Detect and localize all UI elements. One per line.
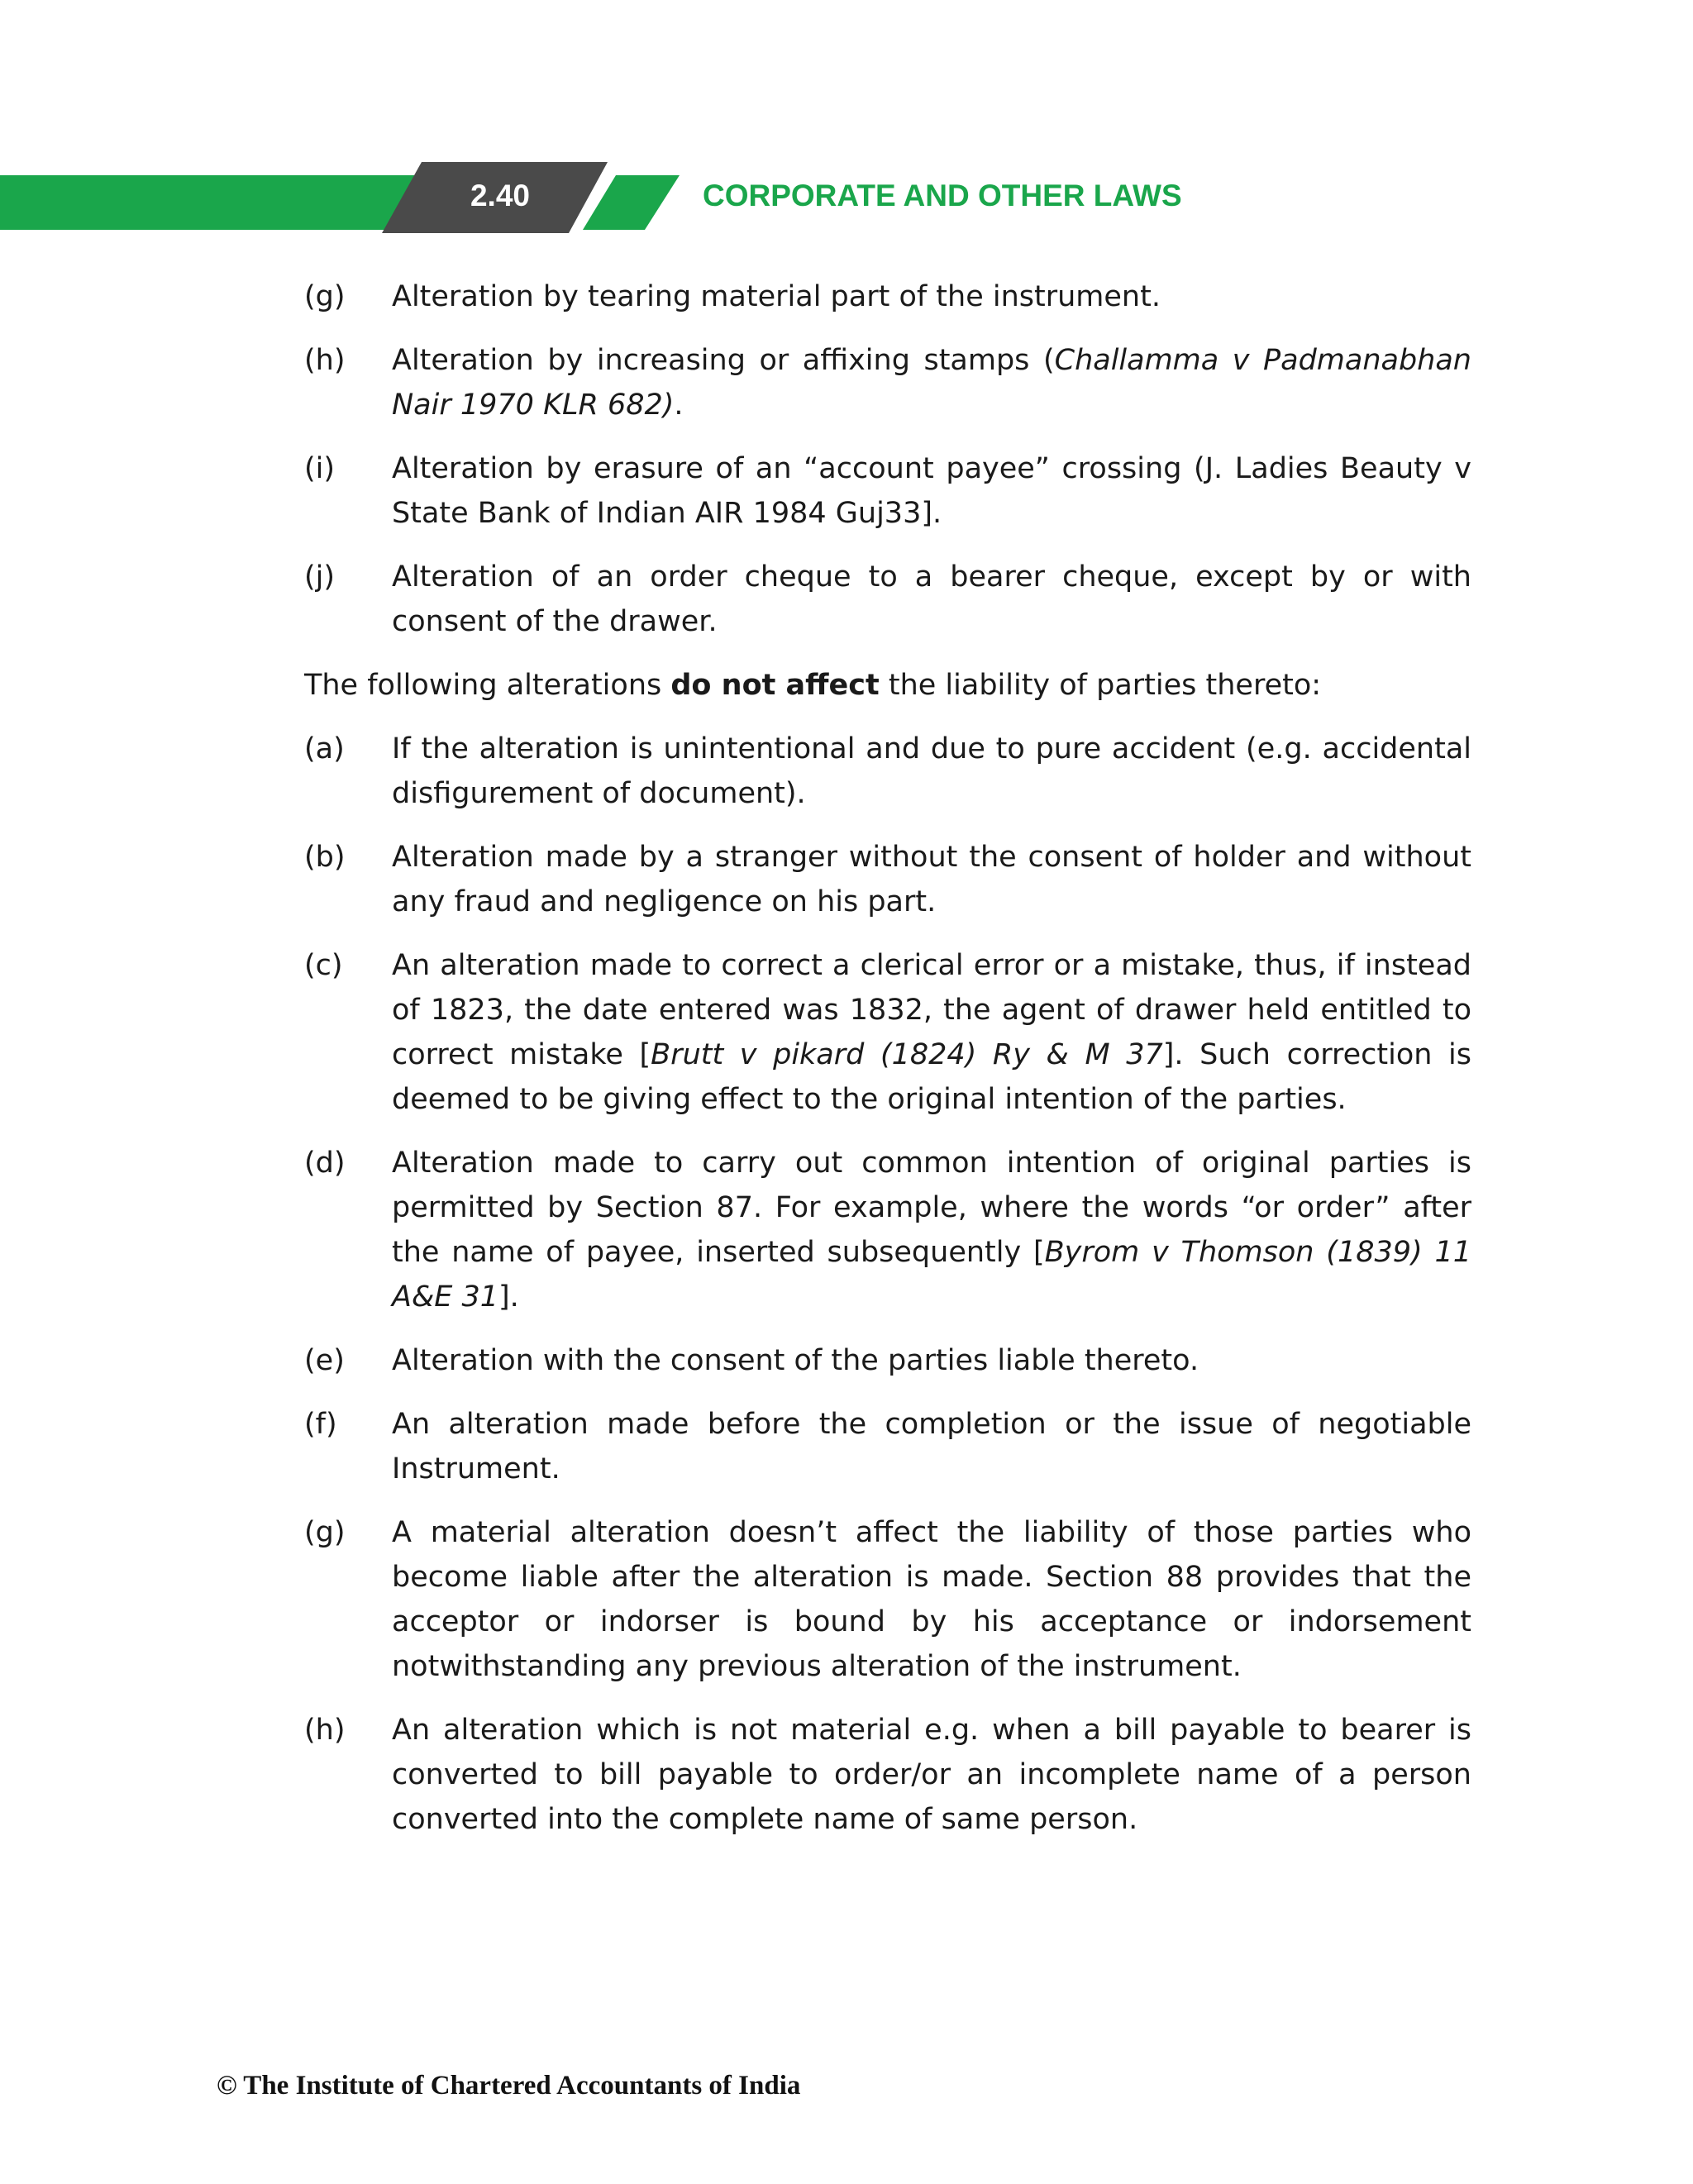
item-text <box>392 835 1471 924</box>
item-text-segment: Alteration made to carry out common intention of original parties is permitted by Section 87. For example, where the words “or order” after the name of payee, inserted subsequently [ <box>392 1147 1471 1269</box>
item-label: (h) <box>304 1714 346 1747</box>
item-label: (j) <box>304 560 336 594</box>
page-header <box>0 157 1693 248</box>
list-item <box>304 835 1471 924</box>
header-green-bar <box>0 175 434 230</box>
item-label: (e) <box>304 1344 345 1377</box>
item-text <box>392 1141 1471 1319</box>
list-item <box>304 727 1471 816</box>
item-text <box>392 727 1471 816</box>
item-text <box>392 1402 1471 1491</box>
intro-text-end: the liability of parties thereto: <box>879 669 1322 702</box>
item-label: (f) <box>304 1408 337 1441</box>
item-text-segment: If the alteration is unintentional and due to pure accident (e.g. accidental disfigurement of document). <box>392 732 1471 810</box>
intro-bold-phrase: do not affect <box>670 669 880 702</box>
header-green-slant <box>583 175 680 230</box>
alterations-list-not-affecting <box>304 727 1471 1842</box>
item-label: (h) <box>304 344 346 377</box>
item-text-segment: A material alteration doesn’t affect the liability of those parties who become liable after the alteration is made. Section 88 provides that the acceptor or indorser is bound by his acceptance or indorsement notwithstanding any previous alteration of the instrument. <box>392 1516 1471 1683</box>
copyright-footer: © The Institute of Chartered Accountants of India <box>217 2071 801 2101</box>
item-text <box>392 1708 1471 1842</box>
item-label: (b) <box>304 841 346 874</box>
item-text-segment: Alteration of an order cheque to a bearer cheque, except by or with consent of the drawer. <box>392 560 1471 638</box>
item-text <box>392 1338 1471 1383</box>
list-item <box>304 555 1471 644</box>
alterations-list-affecting <box>304 274 1471 644</box>
item-text-segment: Alteration made by a stranger without the consent of holder and without any fraud and negligence on his part. <box>392 841 1471 918</box>
item-text <box>392 274 1471 319</box>
item-text-segment: . <box>674 389 684 422</box>
item-text-segment: An alteration made to correct a clerical error or a mistake, thus, if instead of 1823, the date entered was 1832, the agent of drawer held entitled to correct mistake [ <box>392 949 1471 1071</box>
intro-text-start: The following alterations <box>304 669 671 702</box>
item-label: (g) <box>304 1516 346 1549</box>
item-text <box>392 555 1471 644</box>
item-text-segment: An alteration made before the completion or the issue of negotiable Instrument. <box>392 1408 1471 1485</box>
list-item <box>304 338 1471 427</box>
intro-paragraph <box>304 663 1471 708</box>
item-text-segment: Alteration with the consent of the parties liable thereto. <box>392 1344 1199 1377</box>
item-text-segment: Alteration by erasure of an “account payee” crossing (J. Ladies Beauty v State Bank of Indian AIR 1984 Guj33]. <box>392 452 1471 530</box>
case-citation: Challamma v Padmanabhan Nair 1970 KLR 682) <box>392 344 1471 422</box>
case-citation: Byrom v Thomson (1839) 11 A&E 31 <box>392 1236 1471 1314</box>
list-item <box>304 1402 1471 1491</box>
list-item <box>304 1708 1471 1842</box>
item-text-segment: ]. Such correction is deemed to be giving effect to the original intention of the parties. <box>392 1038 1471 1116</box>
item-text <box>392 446 1471 536</box>
item-text-segment: Alteration by tearing material part of the instrument. <box>392 280 1161 313</box>
item-text <box>392 943 1471 1122</box>
item-label: (i) <box>304 452 336 485</box>
list-item <box>304 1141 1471 1319</box>
case-citation: Brutt v pikard (1824) Ry & M 37 <box>651 1038 1163 1071</box>
list-item <box>304 274 1471 319</box>
item-text-segment: An alteration which is not material e.g. when a bill payable to bearer is converted to bill payable to order/or an incomplete name of a person converted into the complete name of same person. <box>392 1714 1471 1836</box>
item-text <box>392 338 1471 427</box>
book-title: CORPORATE AND OTHER LAWS <box>703 179 1182 212</box>
item-label: (d) <box>304 1147 346 1180</box>
item-label: (a) <box>304 732 345 765</box>
item-text-segment: ]. <box>498 1280 519 1314</box>
item-text-segment: Alteration by increasing or affixing stamps ( <box>392 344 1055 377</box>
page-body <box>304 274 1471 1861</box>
list-item <box>304 943 1471 1122</box>
page-number: 2.40 <box>470 179 530 212</box>
list-item <box>304 1510 1471 1689</box>
list-item <box>304 446 1471 536</box>
item-label: (g) <box>304 280 346 313</box>
item-text <box>392 1510 1471 1689</box>
item-label: (c) <box>304 949 343 982</box>
list-item <box>304 1338 1471 1383</box>
